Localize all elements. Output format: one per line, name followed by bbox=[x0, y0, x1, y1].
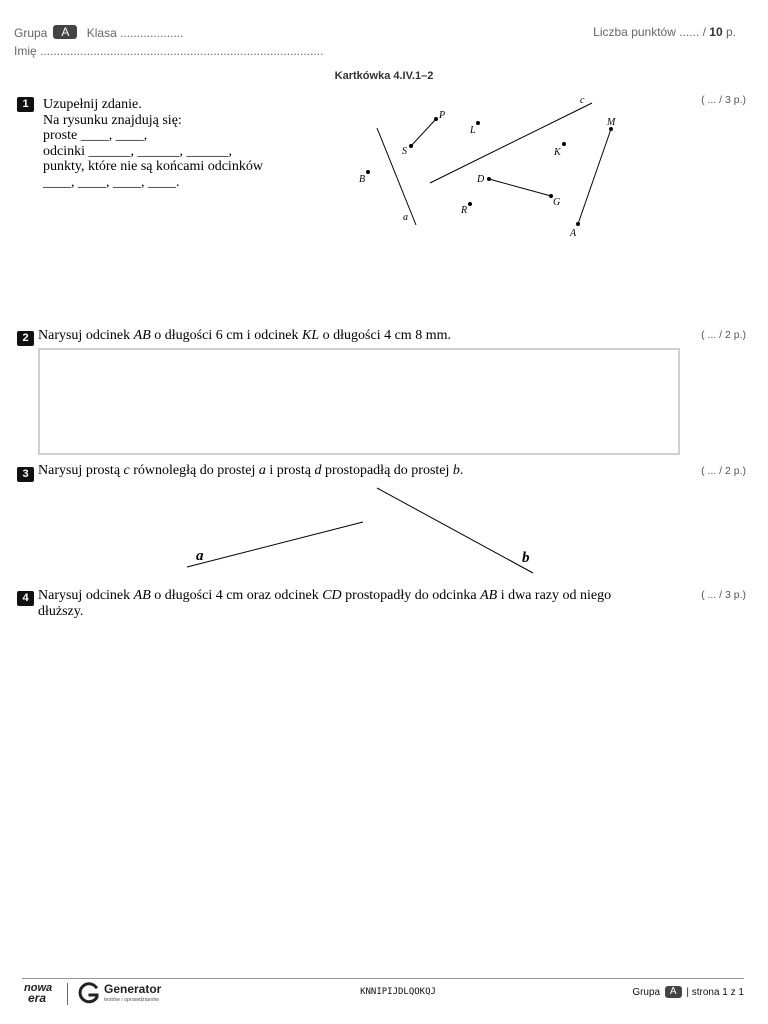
task-1-line: odcinki ______, ______, ______, bbox=[43, 143, 232, 159]
task-2-text bbox=[38, 328, 451, 344]
segment-ma bbox=[578, 129, 611, 224]
task-4-text bbox=[38, 588, 611, 619]
page-title: Kartkówka 4.IV.1–2 bbox=[334, 70, 434, 82]
footer-group-label: Grupa bbox=[632, 987, 661, 998]
points-field bbox=[593, 25, 736, 39]
footer-page-info bbox=[632, 986, 744, 998]
point-p bbox=[434, 117, 438, 121]
task-text: o długości 4 cm 8 mm. bbox=[319, 328, 451, 343]
label-r: R bbox=[461, 205, 468, 216]
task-4-points: ( ... / 3 p.) bbox=[701, 589, 746, 601]
task-1-text bbox=[43, 97, 263, 191]
task-text: prostopadłą do prostej bbox=[321, 463, 453, 478]
label-a: A bbox=[570, 228, 577, 239]
test-code: KNNIPIJDLQOKQJ bbox=[360, 987, 436, 997]
task-1-line: Uzupełnij zdanie. bbox=[43, 97, 142, 112]
segment-sp bbox=[411, 119, 436, 146]
group-field bbox=[14, 25, 183, 40]
var-b: b bbox=[452, 463, 460, 478]
label-m: M bbox=[607, 117, 616, 128]
line-c bbox=[430, 103, 592, 183]
task-3-figure[interactable] bbox=[180, 484, 550, 580]
point-l bbox=[476, 121, 480, 125]
task-1-points: ( ... / 3 p.) bbox=[701, 94, 746, 106]
task-text: i prostą bbox=[265, 463, 315, 478]
task-4 bbox=[17, 588, 34, 606]
logo-top: nowa bbox=[24, 982, 53, 994]
task-2-answer-box[interactable] bbox=[38, 348, 680, 455]
task-1 bbox=[17, 94, 34, 112]
task-text: prostopadły do odcinka bbox=[341, 588, 481, 603]
points-dots: ...... bbox=[679, 25, 700, 39]
task-3 bbox=[17, 464, 34, 482]
label-b: B bbox=[359, 174, 366, 185]
label-s: S bbox=[402, 146, 407, 157]
label-b: b bbox=[522, 550, 530, 566]
task-text: równoległą do prostej bbox=[129, 463, 259, 478]
task-1-figure bbox=[340, 88, 640, 248]
footer-page-text: | strona 1 z 1 bbox=[686, 987, 744, 998]
var-cd: CD bbox=[322, 588, 342, 603]
label-p: P bbox=[439, 110, 446, 121]
task-text: o długości 4 cm oraz odcinek bbox=[150, 588, 323, 603]
name-dots: ..................................................................................... bbox=[40, 44, 324, 58]
task-number: 3 bbox=[17, 467, 34, 482]
point-d bbox=[487, 177, 491, 181]
task-1-line: Na rysunku znajdują się: bbox=[43, 112, 182, 128]
label-d: D bbox=[477, 174, 485, 185]
task-text: Narysuj prostą bbox=[38, 463, 124, 478]
name-field bbox=[14, 44, 323, 58]
point-b bbox=[366, 170, 370, 174]
logo-bottom: era bbox=[28, 991, 47, 1005]
task-number: 4 bbox=[17, 591, 34, 606]
segment-dg bbox=[489, 179, 551, 196]
footer-group-badge: A bbox=[665, 986, 682, 998]
group-badge: A bbox=[53, 25, 77, 39]
point-r bbox=[468, 202, 472, 206]
label-l: L bbox=[470, 125, 476, 136]
task-3-points: ( ... / 2 p.) bbox=[701, 465, 746, 477]
task-number: 2 bbox=[17, 331, 34, 346]
task-2-points: ( ... / 2 p.) bbox=[701, 329, 746, 341]
task-text: o długości 6 cm i odcinek bbox=[150, 328, 303, 343]
line-a bbox=[377, 128, 416, 225]
points-max: 10 bbox=[709, 25, 723, 39]
generator-title: Generator bbox=[104, 982, 162, 996]
var-ab: AB bbox=[480, 588, 498, 603]
var-ab: AB bbox=[133, 328, 151, 343]
var-c: c bbox=[123, 463, 130, 478]
task-text: Narysuj odcinek bbox=[38, 328, 134, 343]
var-ab: AB bbox=[133, 588, 151, 603]
task-text: . bbox=[459, 463, 464, 478]
task-2 bbox=[17, 328, 34, 346]
point-s bbox=[409, 144, 413, 148]
var-a: a bbox=[258, 463, 266, 478]
line-a bbox=[187, 522, 363, 567]
task-1-line: proste ____, ____, bbox=[43, 128, 148, 144]
name-label: Imię bbox=[14, 44, 37, 58]
group-label: Grupa bbox=[14, 26, 48, 40]
label-g: G bbox=[553, 197, 561, 208]
task-4-line-2: dłuższy. bbox=[38, 603, 84, 619]
generator-subtitle: testów i sprawdzianów bbox=[104, 997, 160, 1003]
task-text: i dwa razy od niego bbox=[497, 588, 612, 603]
class-label: Klasa bbox=[86, 26, 117, 40]
points-unit: p. bbox=[725, 25, 736, 39]
label-k: K bbox=[554, 147, 561, 158]
class-dots: ................... bbox=[120, 26, 184, 40]
footer-divider bbox=[22, 978, 744, 979]
label-line-a: a bbox=[403, 212, 408, 223]
label-a: a bbox=[196, 548, 204, 564]
task-number: 1 bbox=[17, 97, 34, 112]
task-3-text bbox=[38, 463, 463, 479]
var-d: d bbox=[314, 463, 322, 478]
task-1-line: ____, ____, ____, ____. bbox=[43, 174, 180, 190]
label-c: c bbox=[580, 95, 585, 106]
points-sep: / bbox=[702, 25, 706, 39]
var-kl: KL bbox=[302, 328, 320, 343]
task-1-line: punkty, które nie są końcami odcinków bbox=[43, 159, 263, 175]
points-label: Liczba punktów bbox=[593, 25, 676, 39]
point-k bbox=[562, 142, 566, 146]
line-b bbox=[377, 488, 533, 573]
task-text: Narysuj odcinek bbox=[38, 588, 134, 603]
task-4-line-1 bbox=[38, 588, 611, 604]
point-a bbox=[576, 222, 580, 226]
